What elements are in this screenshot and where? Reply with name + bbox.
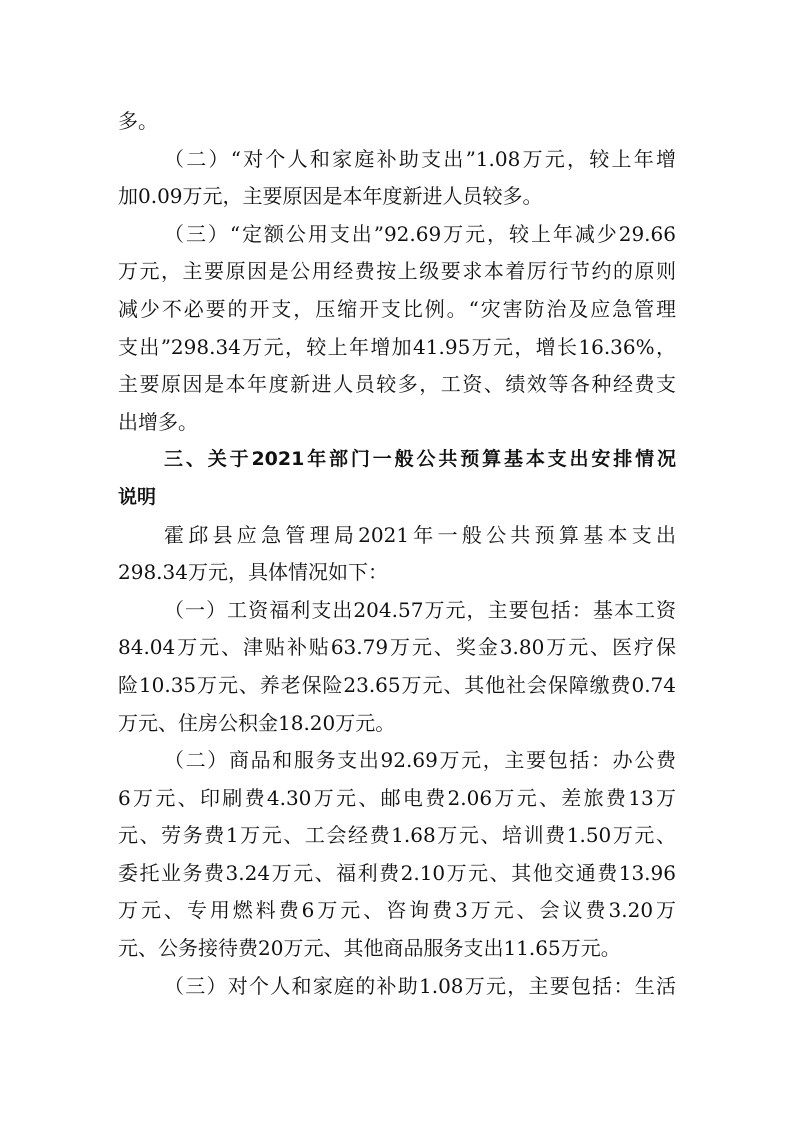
text-line: 元、劳务费1万元、工会经费1.68万元、培训费1.50万元、: [118, 823, 676, 848]
text-line: 险10.35万元、养老保险23.65万元、其他社会保障缴费0.74: [118, 672, 676, 697]
text-line: （三）“定额公用支出”92.69万元，较上年减少29.66: [164, 221, 676, 246]
text-line: （二）“对个人和家庭补助支出”1.08万元，较上年增: [164, 146, 676, 171]
text-line: （一）工资福利支出204.57万元，主要包括：基本工资: [164, 597, 676, 622]
text-line: 霍邱县应急管理局2021年一般公共预算基本支出: [164, 522, 676, 547]
text-line: 多。: [118, 109, 158, 133]
section-heading: 三、关于2021年部门一般公共预算基本支出安排情况: [164, 448, 676, 471]
text-line: 84.04万元、津贴补贴63.79万元、奖金3.80万元、医疗保: [118, 635, 676, 660]
text-line: 委托业务费3.24万元、福利费2.10万元、其他交通费13.96: [118, 860, 676, 885]
text-line: 6万元、印刷费4.30万元、邮电费2.06万元、差旅费13万: [118, 785, 676, 810]
body-text: [118, 103, 676, 1005]
text-line: 支出”298.34万元，较上年增加41.95万元，增长16.36%，: [118, 334, 676, 359]
text-line: 万元、专用燃料费6万元、咨询费3万元、会议费3.20万: [118, 898, 676, 923]
text-line: 万元、住房公积金18.20万元。: [118, 710, 396, 735]
text-line: 主要原因是本年度新进人员较多，工资、绩效等各种经费支: [118, 372, 676, 397]
text-line: 298.34万元，具体情况如下：: [118, 560, 388, 585]
text-line: 元、公务接待费20万元、其他商品服务支出11.65万元。: [118, 936, 621, 961]
text-line: 加0.09万元，主要原因是本年度新进人员较多。: [118, 184, 543, 209]
text-line: （二）商品和服务支出92.69万元，主要包括：办公费: [164, 748, 676, 773]
text-line: 出增多。: [118, 409, 198, 434]
text-line: （三）对个人和家庭的补助1.08万元，主要包括：生活: [164, 973, 676, 998]
text-line: 万元，主要原因是公用经费按上级要求本着厉行节约的原则: [118, 259, 676, 284]
text-line: 减少不必要的开支，压缩开支比例。“灾害防治及应急管理: [118, 296, 676, 321]
section-heading-continued: 说明: [118, 485, 157, 508]
